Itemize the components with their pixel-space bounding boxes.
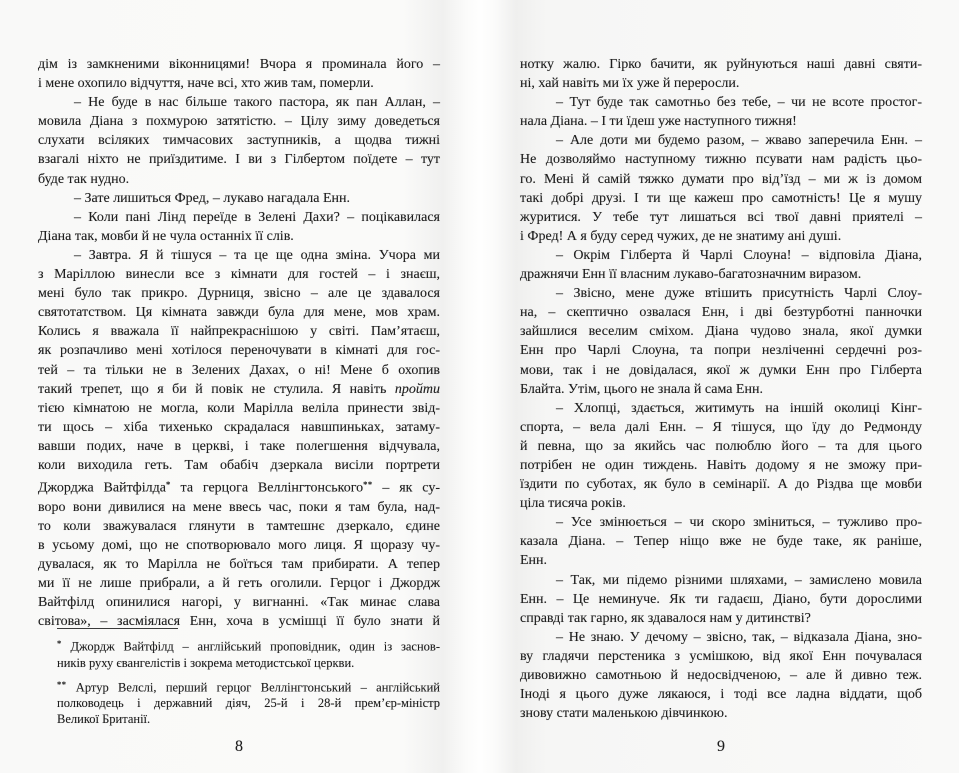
text-line: й певна, що за якийсь час полюблю його – та для цього <box>520 438 922 454</box>
text-line: і мене охопило відчуття, наче всі, хто жив там, померли. <box>38 76 374 92</box>
text-line: дивовижно самотньою й недосвідченою, – але й дивно теж. <box>520 668 922 683</box>
text-line: ** Артур Велслі, перший герцог Веллінгтонський – англійський <box>57 678 440 694</box>
text-line: Великої Британії. <box>57 712 151 726</box>
text-line: спорта, – вела далі Енн. – Я тішуся, що їду до Редмонду <box>520 419 922 435</box>
text-line: * Джордж Вайтфілд – англійський проповідник, один із заснов- <box>57 638 440 654</box>
text-line: нотку жалю. Гірко бачити, як руйнуються наші давні святи- <box>520 57 922 72</box>
text-line: Вайтфілд опинилися нагорі, у вигнанні. «Так минає слава <box>38 595 440 611</box>
text-line: – Звісно, мене дуже втішить присутність Чарлі Слоу- <box>556 286 922 302</box>
text-line: – Не буде в нас більше такого пастора, як пан Аллан, – <box>74 95 440 111</box>
text-line: ників руху євангелістів і зокрема методистської церкви. <box>57 655 355 670</box>
text-line: тією кімнатою не могла, коли Марілла веліла принести звід- <box>38 400 440 416</box>
text-line: ти щось – хіба тихенько скрадалася навшпиньках, затаму- <box>38 419 440 435</box>
text-line: ціла тисяча років. <box>520 496 626 512</box>
text-line: такі добрі друзі. І ти ще кажеш про самотність! Це я мушу <box>520 190 922 206</box>
left-page-number: 8 <box>235 738 243 755</box>
text-line: казала Діана. – Тепер ніщо вже не буде таке, як раніше, <box>520 534 922 550</box>
text-line: полководець і державний діяч, 25-й і 28-й прем’єр-міністр <box>57 696 440 710</box>
text-line: вавши подих, наче в церкві, і таке полегшення відчувала, <box>38 438 440 454</box>
text-line: дражнячи Енн її власним лукаво-багатозначним виразом. <box>520 267 862 283</box>
text-line: Колись я вважала її найпрекраснішою у світі. Пам’ятаєш, <box>38 324 440 340</box>
left-page-footnotes <box>38 628 440 727</box>
text-line: Діана так, мовби й не чула останніх її слів. <box>38 228 294 244</box>
text-line: – Так, ми підемо різними шляхами, – замислено мовила <box>556 572 922 588</box>
text-line: – Окрім Гілберта й Чарлі Слоуна! – відповіла Діана, <box>556 247 922 263</box>
text-line: дувалася, як то Марілла не боїться там прибирати. А тепер <box>38 556 440 572</box>
text-line: слухати всіляких тимчасових заступників, а щодва тижні <box>38 133 440 149</box>
text-line: мені було так прикро. Дурниця, звісно – але це здавалося <box>38 286 440 302</box>
text-line: зайшлися веселим сміхом. Діана чудово знала, якої думки <box>520 324 922 340</box>
text-line: на, – скептично озвалася Енн, і дві безтурботні панночки <box>520 305 922 321</box>
text-line: – Не знаю. У дечому – звісно, так, – відказала Діана, зно- <box>556 629 922 645</box>
text-line: Енн. <box>520 553 548 569</box>
text-line: то коли зважувалася глянути в тамтешнє дзеркало, єдине <box>38 518 440 534</box>
text-line: го. Мені й самій тяжко думати про від’їзд – ми ж із домом <box>520 171 922 187</box>
text-line: буде так нудно. <box>38 171 130 187</box>
text-line: ми її не лише прибрали, а й геть оголили. Герцог і Джордж <box>38 576 440 592</box>
text-line: Блайта. Утім, цього не знала й сама Енн. <box>520 381 763 397</box>
text-line: – Але доти ми будемо разом, – жваво заперечила Енн. – <box>556 133 922 149</box>
text-line: ву гладячи перстеника з усмішкою, від якої Енн почувалася <box>520 648 922 664</box>
text-line: мови, так і не довідалася, якої ж думки Енн про Гілберта <box>520 362 922 378</box>
text-line: їздити по суботах, як було в семінарії. А до Різдва ще мовби <box>520 477 922 493</box>
text-line: потрібен не один тиждень. Навіть додому я не зможу при- <box>520 457 922 473</box>
left-page-body-text <box>38 55 440 631</box>
text-line: – Хлопці, здається, житимуть на іншій околиці Кінг- <box>556 400 922 416</box>
text-line: в усьому домі, що не спотворювало мого лиця. Я щоразу чу- <box>38 537 440 553</box>
text-line: мовила Діана з похмурою затятістю. – Цілу зиму доведеться <box>38 114 440 130</box>
text-line: журитися. У тебе тут лишаться всі твої давні приятелі – <box>520 209 922 225</box>
text-line: як розпачливо мені хотілося переночувати в кімнаті для гос- <box>38 343 440 359</box>
right-page-body-text <box>520 55 922 723</box>
text-line: Джорджа Вайтфілда* та герцога Веллінгтонського** – як су- <box>38 479 440 496</box>
text-line: і Фред! А я буду серед чужих, де не знатиму ані душі. <box>520 228 842 244</box>
text-line: Енн про Чарлі Слоуна, та попри незліченні сердечні роз- <box>520 343 922 359</box>
text-line: тей – та тільки не в Зелених Дахах, о ні! Мене б охопив <box>38 362 440 378</box>
text-line: – Завтра. Я й тішуся – та це ще одна зміна. Учора ми <box>74 247 440 263</box>
footnote-text <box>57 629 440 727</box>
text-line: коли виходила геть. Там обабіч дзеркала висіли портрети <box>38 457 440 473</box>
text-line: святотатством. Ця кімната завжди була для мене, мов храм. <box>38 305 440 321</box>
text-line: світова», – засміялася Енн, хоча в усмішці її було знати й <box>38 614 440 630</box>
text-line: з Маріллою винесли все з кімнати для гостей – і знаєш, <box>38 267 440 283</box>
text-line: такий трепет, що я би й повік не стулила. Я навіть пройти <box>38 381 440 397</box>
text-line: Енн. – Це неминуче. Як ти гадаєш, Діано, бути дорослими <box>520 591 922 607</box>
text-line: знову стати маленькою дівчинкою. <box>520 706 728 722</box>
text-line: воро вони дивилися на мене ввесь час, поки я там була, над- <box>38 499 440 515</box>
text-line: – Тут буде так самотньо без тебе, – чи не всоте простог- <box>556 95 922 111</box>
text-line: – Коли пані Лінд переїде в Зелені Дахи? – поцікавилася <box>74 209 440 225</box>
text-line: – Зате лишиться Фред, – лукаво нагадала Енн. <box>74 190 350 206</box>
text-line: справді так гарно, як здавалося нам у дитинстві? <box>520 610 811 626</box>
text-line: ні, хай навіть ми їх уже й переросли. <box>520 76 740 92</box>
text-line: – Усе змінюється – чи скоро зміниться, – тужливо про- <box>556 515 922 531</box>
text-line: взагалі ніхто не приїздитиме. І ви з Гілбертом поїдете – тут <box>38 152 440 168</box>
text-line: нала Діана. – І ти їдеш уже наступного тижня! <box>520 114 797 130</box>
text-line: Не дозволяймо наступному тижню псувати нам радість цьо- <box>520 152 922 168</box>
right-page-number: 9 <box>717 738 725 755</box>
text-line: Іноді я цього дуже лякаюся, і тоді все ладна віддати, щоб <box>520 687 922 703</box>
text-line: дім із замкненими віконницями! Вчора я проминала його – <box>38 57 440 72</box>
